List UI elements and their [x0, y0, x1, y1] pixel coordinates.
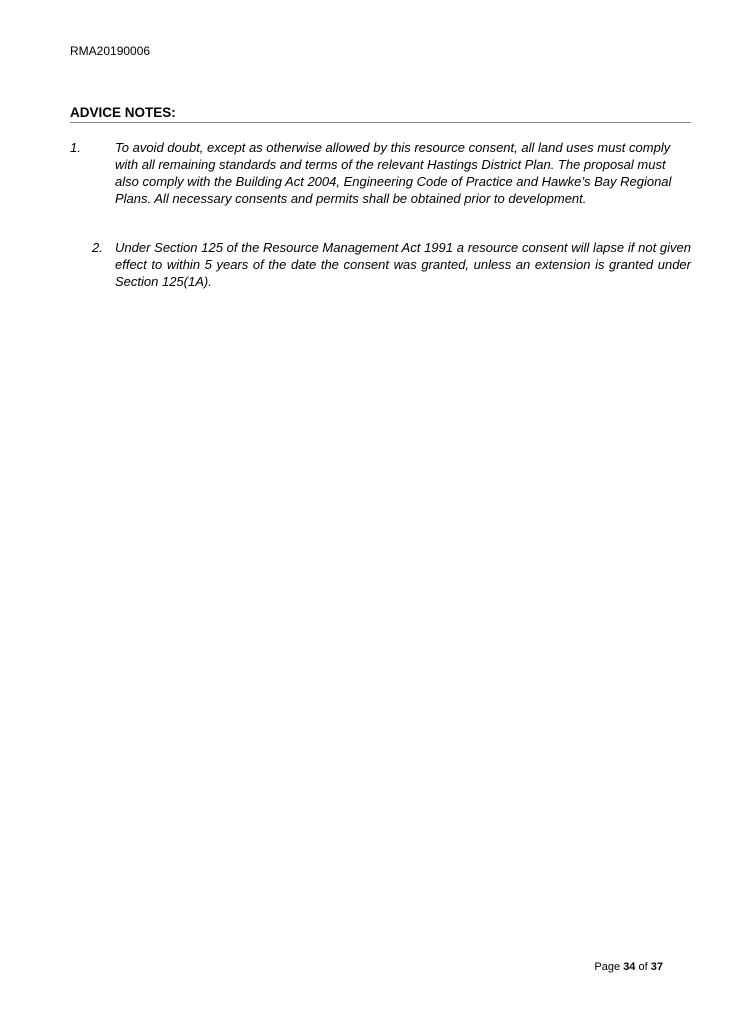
advice-note-text: To avoid doubt, except as otherwise allowed by this resource consent, all land uses must comply with all remaining standards and terms of the relevant Hastings District Plan. The proposal must also comply with the Building Act 2004, Engineering Code of Practice and Hawke’s Bay Regional Plans. All necessary consents and permits shall be obtained prior to development. — [115, 140, 672, 206]
page-total: 37 — [650, 961, 663, 973]
document-reference: RMA20190006 — [70, 44, 151, 58]
advice-note-number: 2. — [92, 240, 103, 255]
advice-note-number: 1. — [70, 140, 81, 155]
advice-note — [70, 139, 691, 229]
advice-note — [92, 239, 691, 299]
page-of-label: of — [638, 961, 648, 973]
advice-note-text: Under Section 125 of the Resource Management Act 1991 a resource consent will lapse if not given effect to within 5 years of the date the consent was granted, unless an extension is granted under Section 125(1A). — [115, 240, 691, 289]
page-current: 34 — [623, 961, 636, 973]
page-number — [594, 961, 663, 973]
section-heading: ADVICE NOTES: — [70, 105, 691, 123]
page-label: Page — [594, 961, 621, 973]
